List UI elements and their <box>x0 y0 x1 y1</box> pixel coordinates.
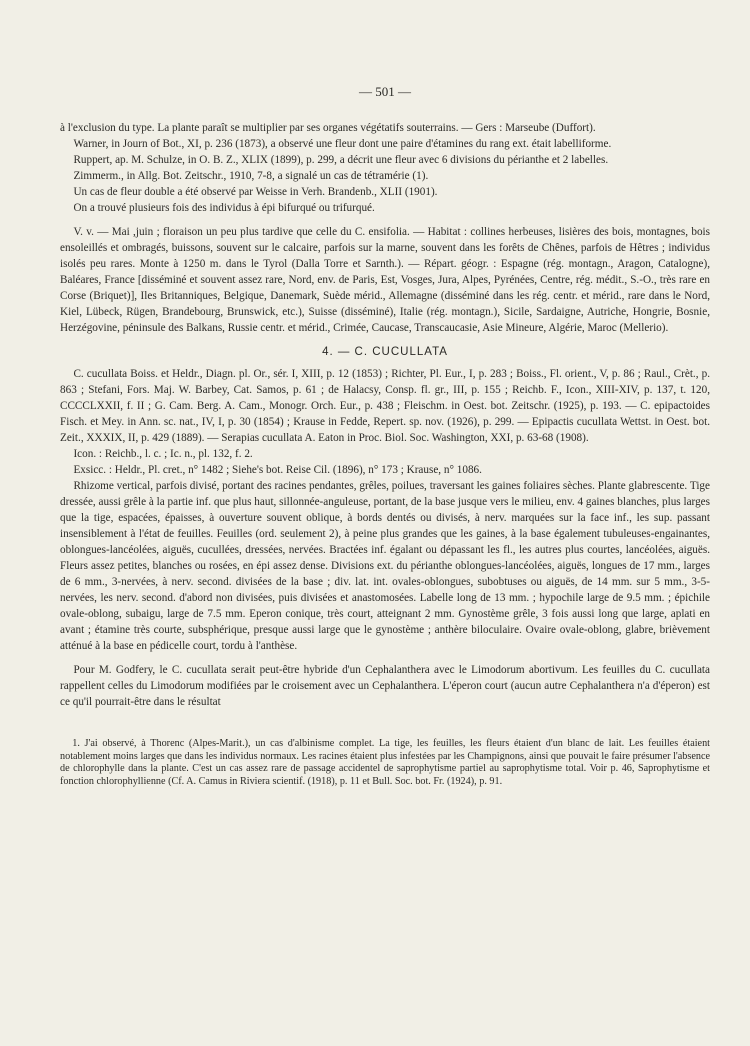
paragraph-habitat: V. v. — Mai ,juin ; floraison un peu plus tardive que celle du C. ensifolia. — Habitat : collines herbeuses, lisières des bois, montagnes, bois ensoleillés et ombragés, buissons, souvent sur le calcaire, parfois sur la marne, souvent dans les forêts de Chênes, parfois de Hêtres ; individus isolés peu rares. Monte à 1250 m. dans le Tyrol (Dalla Torre et Sarnth.). — Répart. géogr. : Espagne (rég. montagn., Aragon, Catalogne), Baléares, France [disséminé et souvent assez rare, Nord, env. de Paris, Est, Vosges, Jura, Alpes, Pyrénées, Centre, rég. médit., S.-O., très rare en Corse (Briquet)], Iles Britanniques, Belgique, Danemark, Suède mérid., Allemagne (disséminé dans les rég. centr. et mérid., rare dans le Nord, Kiel, Lübeck, Rügen, Brandebourg, Brunswick, etc.), Suisse (disséminé), Italie (rég. montagn.), Sicile, Sardaigne, Autriche, Hongrie, Bosnie, Herzégovine, péninsule des Balkans, Russie centr. et mérid., Crimée, Caucase, Transcaucasie, Asie Mineure, Algérie, Maroc (Mellerio). <box>60 226 710 334</box>
paragraph-exsicc: Exsicc. : Heldr., Pl. cret., n° 1482 ; Siehe's bot. Reise Cil. (1896), n° 173 ; Krause, n° 1086. <box>73 464 482 476</box>
paragraph-description: Rhizome vertical, parfois divisé, portant des racines pendantes, grêles, poilues, traversant les gaines foliaires sèches. Plante glabrescente. Tige dressée, aussi grêle à la partie inf. que plus haut, sillonnée-anguleuse, portant, de la base jusque vers le milieu, env. 4 gaines blanches, plus larges que la tige, espacées, épaisses, à ouverture souvent oblique, à bords dentés ou divisés, à nerv. marquées sur la face inf., les sup. passant insensiblement à l'état de feuilles. Feuilles (ord. seulement 2), à peine plus grandes que les gaines, à la base également tubuleuses-engainantes, oblongues-lancéolées, aiguës, cucullées, dressées, nervées. Bractées inf. égalant ou dépassant les fl., les autres plus courtes, lancéolées, aiguës. Fleurs assez petites, blanches ou rosées, en épi assez dense. Divisions ext. du périanthe oblongues-lancéolées, aiguës, longues de 17 mm., larges de 6 mm., 3-nervées, à nerv. second. divisées de la base ; div. lat. int. ovales-oblongues, subobtuses ou aiguës, de 14 mm. sur 5 mm., 3-5-nervées, les nerv. second. d'abord non divisées, puis divisées et anastomosées. Labelle long de 13 mm. ; hypochile large de 9.5 mm. ; épichile ovale-oblong, subaigu, large de 7.5 mm. Eperon conique, très court, atteignant 2 mm. Gynostème grêle, 3 fois aussi long que large, aplati en avant ; étamine très courte, subsphérique, presque aussi large que le gynostème ; anthère biloculaire. Ovaire ovale-oblong, glabre, brièvement atténué à la base en pédicelle court, tordu à l'anthèse. <box>60 480 710 652</box>
paragraph-ruppert: Ruppert, ap. M. Schulze, in O. B. Z., XLIX (1899), p. 299, a décrit une fleur avec 6 divisions du périanthe et 2 labelles. <box>73 154 609 166</box>
paragraph-double-flower: Un cas de fleur double a été observé par Weisse in Verh. Brandenb., XLII (1901). <box>73 186 438 198</box>
paragraph-synonymy: C. cucullata Boiss. et Heldr., Diagn. pl. Or., sér. I, XIII, p. 12 (1853) ; Richter, Pl. Eur., I, p. 283 ; Boiss., Fl. orient., V, p. 86 ; Raul., Crèt., p. 863 ; Stefani, Fors. Maj. W. Barbey, Cat. Samos, p. 61 ; de Halacsy, Consp. fl. gr., III, p. 155 ; Reichb. F., Icon., XIII-XIV, p. 137, t. 120, CCCCLXXII, f. II ; G. Cam. Berg. A. Cam., Monogr. Orch. Eur., p. 438 ; Fleischm. in Oest. bot. Zeitschr. (1925), p. 193. — C. epipactoides Fisch. et Mey. in Ann. sc. nat., IV, I, p. 30 (1854) ; Krause in Fedde, Repert. sp. nov. (1926), p. 299. — Epipactis cucullata Wettst. in Oest. bot. Zeit., XXXIX, II, p. 429 (1889). — Serapias cucullata A. Eaton in Proc. Biol. Soc. Washington, XXI, p. 63-68 (1908). <box>60 368 710 444</box>
paragraph-zimmerm: Zimmerm., in Allg. Bot. Zeitschr., 1910, 7-8, a signalé un cas de tétramérie (1). <box>73 170 429 182</box>
footnotes <box>60 738 710 788</box>
paragraph-intro: à l'exclusion du type. La plante paraît se multiplier par ses organes végétatifs souterrains. — Gers : Marseube (Duffort). <box>60 122 596 134</box>
paragraph-bifurcate: On a trouvé plusieurs fois des individus à épi bifurqué ou trifurqué. <box>73 202 375 214</box>
paragraph-godfery: Pour M. Godfery, le C. cucullata serait peut-être hybride d'un Cephalanthera avec le Limodorum abortivum. Les feuilles du C. cucullata rappellent celles du Limodorum modifiées par le croisement avec un Cephalanthera. L'éperon court (aucun autre Cephalanthera n'a d'éperon) est ce qu'il pourrait-être dans le résultat <box>60 664 710 708</box>
paragraph-warner: Warner, in Journ of Bot., XI, p. 236 (1873), a observé une fleur dont une paire d'étamines du rang ext. était labelliforme. <box>73 138 612 150</box>
paragraph-icon: Icon. : Reichb., l. c. ; Ic. n., pl. 132, f. 2. <box>73 448 253 460</box>
page-number: — 501 — <box>359 84 411 99</box>
footnote-1: 1. J'ai observé, à Thorenc (Alpes-Marit.), un cas d'albinisme complet. La tige, les feuilles, les fleurs étaient d'un blanc de lait. Les feuilles étaient notablement moins larges que dans les individus normaux. Les racines étaient plus infestées par les Champignons, ainsi que pouvait le faire présumer l'absence de chlorophylle dans la plante. C'est un cas assez rare de passage accidentel de saprophytisme partiel au saprophytisme total. Voir p. 46, Saprophytisme et fonction chlorophyllienne (Cf. A. Camus in Riviera scientif. (1918), p. 11 et Bull. Soc. bot. Fr. (1924), p. 91. <box>60 738 710 787</box>
section-heading: 4. — C. CUCULLATA <box>322 346 448 358</box>
